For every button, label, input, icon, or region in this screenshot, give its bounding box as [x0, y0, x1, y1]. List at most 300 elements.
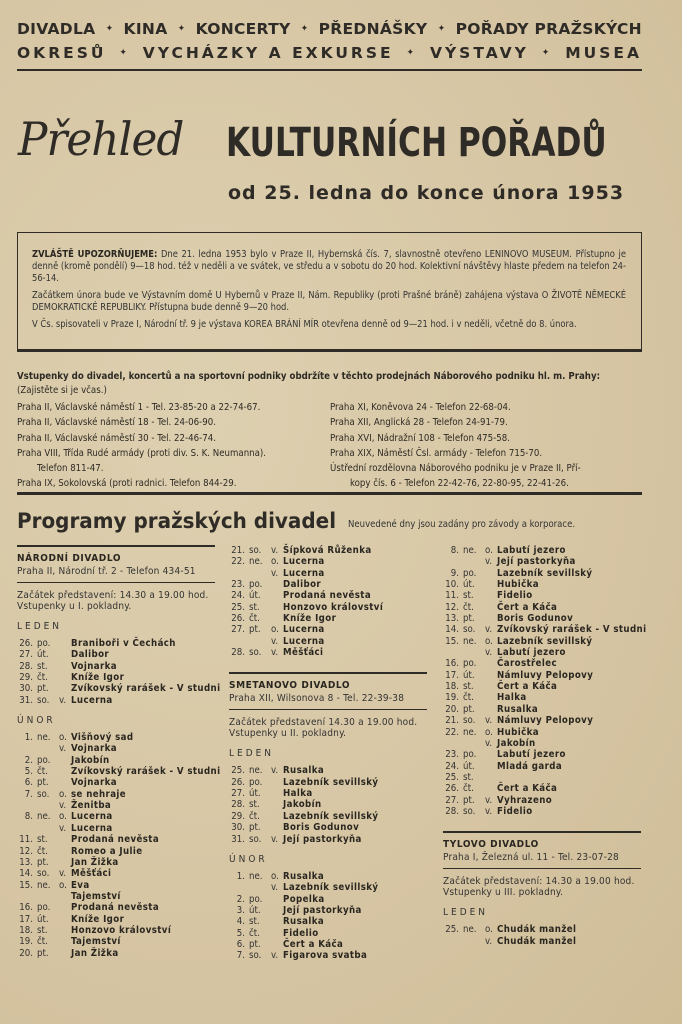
- schedule-leden: [443, 924, 643, 947]
- schedule-row: [229, 905, 429, 916]
- schedule-row: [229, 602, 429, 613]
- schedule-leden: [229, 765, 429, 844]
- notice-label: ZVLÁŠTĚ UPOZORŇUJEME:: [32, 249, 158, 260]
- notice-text-1: Dne 21. ledna 1953 bylo v Praze II, Hybernská čís. 7, slavnostně otevřeno LENINOVO MUSEUM. Přístupno je denně (kromě pondělí) 9—18 hod. též v neděli a ve svátek, ve středu a v sobotu do 20 hod. Kolektivní návštěvy hlaste předem na telefon 24-56-14.: [32, 249, 627, 284]
- header-divider: [17, 69, 642, 71]
- schedule-leden: [17, 638, 221, 706]
- weekday: út.: [463, 669, 475, 681]
- ticket-offices-left: [17, 400, 307, 492]
- performance-title: Její pastorkyňa: [283, 904, 362, 916]
- weekday: po.: [249, 776, 263, 788]
- time-slot: [59, 755, 71, 766]
- weekday: po.: [249, 893, 263, 905]
- day-number: [443, 936, 463, 947]
- ticket-office: Praha II, Václavské náměstí 1 - Tel. 23-85-20 a 22-74-67.: [17, 402, 261, 413]
- month-label: ÚNOR: [229, 853, 268, 865]
- day-number: 18.: [19, 924, 33, 936]
- performance-title: Měšťáci: [71, 868, 112, 880]
- schedule-row: [17, 789, 217, 800]
- day-number: [443, 738, 463, 749]
- day-number: 26.: [231, 613, 245, 625]
- ticket-office: Praha XII, Anglická 28 - Telefon 24-91-79.: [330, 417, 508, 429]
- time-slot: [59, 777, 71, 788]
- time-slot: v.: [485, 624, 493, 636]
- schedule-row: [443, 772, 643, 783]
- time-slot: [485, 602, 497, 613]
- schedule-row: [229, 871, 429, 882]
- time-slot: v.: [485, 737, 493, 749]
- programs-title: Programy pražských divadel: [17, 509, 337, 533]
- schedule-row: [443, 727, 643, 738]
- weekday: po.: [463, 749, 477, 761]
- header-category: PŘEDNÁŠKY: [318, 20, 428, 38]
- weekday: [37, 743, 59, 754]
- weekday: ne.: [463, 924, 477, 936]
- performance-title: Romeo a Julie: [71, 845, 143, 857]
- time-slot: [59, 683, 71, 694]
- header-category: DIVADLA: [17, 20, 96, 38]
- schedule-row: [17, 891, 217, 902]
- performance-title: Lucerna: [71, 811, 113, 823]
- performance-title: Lazebník sevillský: [283, 776, 379, 788]
- performance-title: Fidelio: [497, 590, 533, 602]
- weekday: čt.: [249, 927, 260, 939]
- weekday: út.: [249, 904, 261, 916]
- schedule-row: [443, 647, 643, 658]
- weekday: út.: [37, 913, 49, 925]
- day-number: 27.: [19, 649, 33, 661]
- day-number: 27.: [231, 624, 245, 636]
- day-number: 26.: [231, 776, 245, 788]
- weekday: út.: [463, 579, 475, 591]
- time-slot: [59, 902, 71, 913]
- day-number: 23.: [231, 579, 245, 591]
- ticket-office: Praha XVI, Nádražní 108 - Telefon 475-58.: [330, 432, 510, 444]
- day-number: 28.: [231, 799, 245, 811]
- day-number: 19.: [445, 692, 459, 704]
- schedule-row: [229, 894, 429, 905]
- header-line-1: [17, 20, 642, 38]
- schedule-row: [17, 777, 217, 788]
- schedule-row: [17, 925, 217, 936]
- performance-title: Zvíkovský rarášek - V studni: [71, 766, 221, 778]
- divider: [443, 831, 641, 833]
- schedule-row: [229, 916, 429, 927]
- weekday: čt.: [249, 810, 260, 822]
- performance-title: Lazebník sevillský: [283, 810, 379, 822]
- performance-title: Čert a Káča: [497, 783, 558, 795]
- weekday: út.: [249, 590, 261, 602]
- day-number: 22.: [231, 556, 245, 568]
- column-right: [443, 545, 647, 947]
- schedule-row: [17, 732, 217, 743]
- day-number: 31.: [231, 833, 245, 845]
- performance-title: Braniboři v Čechách: [71, 638, 176, 649]
- ticket-info: Vstupenky u II. pokladny.: [229, 728, 347, 740]
- schedule-row: [17, 766, 221, 778]
- tickets-note: (Zajistěte si je včas.): [17, 385, 107, 396]
- time-slot: [485, 590, 497, 601]
- performance-title: Mladá garda: [497, 760, 563, 772]
- weekday: st.: [463, 681, 474, 693]
- performance-title: Jakobín: [283, 799, 322, 811]
- schedule-row: [229, 950, 429, 961]
- schedule-row: [17, 743, 217, 754]
- performance-title: Honzovo království: [283, 601, 384, 613]
- performance-title: Halka: [497, 692, 527, 704]
- time-slot: o.: [59, 788, 67, 800]
- performance-title: Zvíkovský rarášek - V studni: [497, 624, 647, 636]
- day-number: 21.: [445, 715, 459, 727]
- weekday: so.: [249, 833, 262, 845]
- time-slot: v.: [59, 868, 67, 880]
- performance-title: Lucerna: [283, 556, 325, 568]
- day-number: 12.: [445, 601, 459, 613]
- day-number: 28.: [445, 805, 459, 817]
- day-number: 20.: [19, 947, 33, 959]
- performance-title: Vojnarka: [71, 743, 118, 755]
- time-slot: o.: [485, 924, 493, 936]
- schedule-row: [443, 579, 643, 590]
- weekday: ne.: [249, 765, 263, 777]
- column-narodni-divadlo: [17, 545, 221, 959]
- performance-title: Hubička: [497, 579, 539, 591]
- time-slot: [485, 681, 497, 692]
- performance-title: Prodaná nevěsta: [71, 902, 160, 914]
- day-number: 17.: [445, 669, 459, 681]
- time-slot: [59, 948, 71, 959]
- day-number: 11.: [445, 590, 459, 602]
- schedule-row: [17, 755, 217, 766]
- time-slot: v.: [271, 567, 279, 579]
- schedule-row: [17, 936, 217, 947]
- time-slot: [59, 891, 71, 902]
- day-number: 26.: [19, 638, 33, 649]
- performance-title: Zvíkovský rarášek - V studni: [71, 683, 221, 695]
- weekday: pt.: [463, 703, 475, 715]
- separator-icon: ✦: [541, 48, 553, 58]
- start-time: Začátek představení: 14.30 a 19.00 hod.: [17, 590, 209, 601]
- weekday: čt.: [463, 601, 474, 613]
- time-slot: [59, 649, 71, 660]
- schedule-row: [229, 834, 429, 845]
- day-number: 8.: [24, 811, 33, 823]
- time-slot: v.: [59, 800, 67, 812]
- weekday: st.: [249, 601, 260, 613]
- schedule-row: [229, 939, 429, 950]
- weekday: st.: [37, 834, 48, 846]
- day-number: 14.: [445, 624, 459, 636]
- schedule-row: [229, 568, 429, 579]
- performance-title: Popelka: [283, 893, 325, 905]
- performance-title: Jan Žižka: [71, 947, 119, 959]
- weekday: st.: [463, 590, 474, 602]
- time-slot: [271, 811, 283, 822]
- schedule-smetanovo-unor-cont: [443, 545, 647, 817]
- schedule-row: [443, 681, 643, 692]
- ticket-office: Praha II, Václavské náměstí 30 - Tel. 22-46-74.: [17, 432, 216, 444]
- time-slot: v.: [59, 822, 67, 834]
- divider: [443, 868, 641, 870]
- performance-title: Labutí jezero: [497, 545, 566, 556]
- day-number: [17, 743, 37, 754]
- date-range-subtitle: od 25. ledna do konce února 1953: [228, 182, 625, 204]
- weekday: čt.: [463, 783, 474, 795]
- day-number: 12.: [19, 845, 33, 857]
- performance-title: Labutí jezero: [497, 647, 566, 659]
- day-number: [443, 556, 463, 567]
- day-number: 31.: [19, 694, 33, 706]
- time-slot: [271, 799, 283, 810]
- performance-title: Chudák manžel: [497, 935, 577, 947]
- ticket-office: Praha XI, Koněvova 24 - Telefon 22-68-04.: [330, 402, 511, 413]
- day-number: 19.: [19, 936, 33, 948]
- day-number: 27.: [445, 794, 459, 806]
- time-slot: v.: [485, 715, 493, 727]
- schedule-row: [17, 695, 217, 706]
- schedule-row: [443, 704, 643, 715]
- day-number: 7.: [24, 788, 33, 800]
- day-number: 8.: [450, 545, 459, 556]
- performance-title: Eva: [71, 879, 90, 891]
- weekday: po.: [463, 658, 477, 670]
- schedule-row: [443, 749, 643, 760]
- notice-korea-exhibition: V Čs. spisovateli v Praze I, Národní tř. 9 je výstava KOREA BRÁNÍ MÍR otevřena denně od 9—21 hod. i v neděli, včetně do 8. února.: [32, 319, 577, 330]
- performance-title: Lucerna: [283, 567, 325, 579]
- ticket-office: Praha II, Václavské náměstí 18 - Tel. 24-06-90.: [17, 417, 216, 429]
- schedule-row: [17, 857, 217, 868]
- ticket-info: Vstupenky u III. pokladny.: [443, 887, 564, 899]
- schedule-row: [17, 649, 217, 660]
- performance-title: Prodaná nevěsta: [283, 590, 372, 602]
- weekday: [463, 936, 485, 947]
- performance-title: Lucerna: [283, 624, 325, 636]
- day-number: 9.: [450, 567, 459, 579]
- day-number: 25.: [231, 765, 245, 777]
- weekday: pt.: [249, 938, 261, 950]
- schedule-unor: [17, 732, 221, 959]
- schedule-row: [17, 914, 217, 925]
- schedule-row: [17, 846, 217, 857]
- day-number: 13.: [19, 856, 33, 868]
- day-number: 25.: [445, 771, 459, 783]
- time-slot: v.: [59, 743, 67, 755]
- performance-title: Dalibor: [283, 579, 322, 591]
- notice-divider: [17, 349, 642, 352]
- weekday: so.: [463, 715, 476, 727]
- day-number: 4.: [236, 916, 245, 928]
- time-slot: [271, 939, 283, 950]
- schedule-row: [443, 692, 643, 703]
- time-slot: [485, 568, 497, 579]
- header-category: KINA: [123, 20, 168, 38]
- weekday: út.: [249, 788, 261, 800]
- schedule-row: [443, 568, 643, 579]
- performance-title: Rusalka: [497, 703, 539, 715]
- day-number: 5.: [24, 766, 33, 778]
- day-number: 29.: [19, 672, 33, 684]
- time-slot: o.: [271, 870, 279, 882]
- time-slot: o.: [271, 624, 279, 636]
- time-slot: v.: [271, 635, 279, 647]
- schedule-row: [443, 936, 643, 947]
- performance-title: Námluvy Pelopovy: [497, 715, 594, 727]
- time-slot: [59, 834, 71, 845]
- time-slot: v.: [271, 833, 279, 845]
- day-number: 6.: [24, 777, 33, 789]
- time-slot: [271, 905, 283, 916]
- day-number: 11.: [19, 834, 33, 846]
- time-slot: [59, 661, 71, 672]
- schedule-row: [229, 579, 429, 590]
- tickets-divider: [17, 492, 642, 495]
- weekday: pt.: [37, 947, 49, 959]
- time-slot: [59, 766, 71, 777]
- schedule-row: [229, 765, 429, 776]
- programs-note: Neuvedené dny jsou zadány pro závody a korporace.: [348, 519, 576, 530]
- performance-title: Šípková Růženka: [283, 545, 372, 556]
- day-number: [17, 800, 37, 811]
- weekday: st.: [37, 924, 48, 936]
- ticket-offices-right: [330, 400, 645, 492]
- performance-title: Jakobín: [497, 737, 536, 749]
- schedule-row: [229, 882, 429, 893]
- schedule-row: [229, 822, 429, 833]
- time-slot: v.: [485, 794, 493, 806]
- time-slot: v.: [59, 694, 67, 706]
- time-slot: [271, 822, 283, 833]
- time-slot: [485, 613, 497, 624]
- separator-icon: ✦: [437, 24, 446, 34]
- performance-title: Čert a Káča: [497, 601, 558, 613]
- time-slot: o.: [59, 732, 67, 744]
- performance-title: Lucerna: [283, 635, 325, 647]
- time-slot: o.: [485, 635, 493, 647]
- time-slot: [485, 704, 497, 715]
- schedule-row: [229, 811, 429, 822]
- day-number: 24.: [231, 590, 245, 602]
- separator-icon: ✦: [119, 48, 130, 58]
- weekday: st.: [37, 660, 48, 672]
- performance-title: Kníže Igor: [71, 672, 125, 684]
- day-number: 15.: [19, 879, 33, 891]
- time-slot: v.: [485, 647, 493, 659]
- weekday: [249, 568, 271, 579]
- weekday: čt.: [37, 845, 48, 857]
- day-number: 22.: [445, 726, 459, 738]
- schedule-row: [443, 783, 643, 794]
- day-number: 28.: [19, 660, 33, 672]
- schedule-row: [443, 636, 643, 647]
- schedule-row: [443, 795, 643, 806]
- performance-title: Rusalka: [283, 870, 325, 882]
- schedule-row: [443, 545, 643, 556]
- header-category: MUSEA: [565, 44, 642, 62]
- schedule-row: [443, 761, 643, 772]
- performance-title: Tajemství: [71, 936, 121, 948]
- theatre-name: NÁRODNÍ DIVADLO: [17, 552, 122, 564]
- weekday: [249, 636, 271, 647]
- time-slot: [59, 638, 71, 649]
- performance-title: Čert a Káča: [283, 938, 344, 950]
- separator-icon: ✦: [300, 24, 309, 34]
- weekday: st.: [463, 771, 474, 783]
- performance-title: Ženitba: [71, 800, 112, 812]
- day-number: [229, 636, 249, 647]
- time-slot: [271, 777, 283, 788]
- ticket-office: Telefon 811-47.: [37, 463, 104, 475]
- time-slot: [271, 788, 283, 799]
- schedule-row: [229, 545, 429, 556]
- weekday: so.: [249, 950, 262, 962]
- performance-title: Lazebník sevillský: [283, 882, 379, 894]
- time-slot: [271, 579, 283, 590]
- performance-title: Prodaná nevěsta: [71, 834, 160, 846]
- time-slot: o.: [271, 556, 279, 568]
- header-category: KONCERTY: [195, 20, 291, 38]
- weekday: čt.: [463, 692, 474, 704]
- weekday: út.: [463, 760, 475, 772]
- performance-title: Kníže Igor: [283, 613, 337, 625]
- performance-title: Hubička: [497, 726, 539, 738]
- weekday: ne.: [37, 811, 51, 823]
- weekday: so.: [463, 624, 476, 636]
- schedule-row: [17, 661, 217, 672]
- performance-title: Tajemství: [71, 890, 121, 902]
- ticket-office: Praha XIX, Náměstí Čsl. armády - Telefon 715-70.: [330, 447, 543, 459]
- day-number: 25.: [445, 924, 459, 936]
- weekday: pt.: [463, 613, 475, 625]
- theatre-address: Praha II, Národní tř. 2 - Telefon 434-51: [17, 565, 196, 577]
- time-slot: [485, 658, 497, 669]
- header-category: POŘADY PRAŽSKÝCH: [455, 20, 642, 38]
- performance-title: Její pastorkyňa: [497, 556, 576, 568]
- time-slot: [271, 590, 283, 601]
- weekday: čt.: [37, 672, 48, 684]
- performance-title: Fidelio: [283, 927, 319, 939]
- schedule-row: [17, 880, 217, 891]
- weekday: [37, 800, 59, 811]
- day-number: 23.: [445, 749, 459, 761]
- schedule-row: [17, 868, 217, 879]
- weekday: [249, 882, 271, 893]
- schedule-row: [443, 738, 643, 749]
- day-number: 25.: [231, 601, 245, 613]
- weekday: so.: [37, 868, 50, 880]
- divider: [229, 709, 427, 711]
- day-number: 1.: [24, 732, 33, 744]
- weekday: so.: [249, 545, 262, 556]
- performance-title: Vyhrazeno: [497, 794, 553, 806]
- schedule-row: [443, 806, 643, 817]
- performance-title: Halka: [283, 788, 313, 800]
- weekday: [37, 823, 59, 834]
- weekday: [463, 738, 485, 749]
- schedule-row: [229, 799, 429, 810]
- time-slot: v.: [271, 765, 279, 777]
- weekday: út.: [37, 649, 49, 661]
- theatre-name: TYLOVO DIVADLO: [443, 838, 539, 850]
- weekday: [463, 556, 485, 567]
- tickets-heading-text: Vstupenky do divadel, koncertů a na sportovní podniky obdržíte v těchto prodejnách Náborového podniku hl. m. Prahy:: [17, 371, 601, 382]
- weekday: pt.: [37, 683, 49, 695]
- separator-icon: ✦: [406, 48, 418, 58]
- weekday: so.: [37, 788, 50, 800]
- schedule-row: [443, 590, 643, 601]
- day-number: 24.: [445, 760, 459, 772]
- weekday: ne.: [463, 635, 477, 647]
- weekday: ne.: [249, 556, 263, 568]
